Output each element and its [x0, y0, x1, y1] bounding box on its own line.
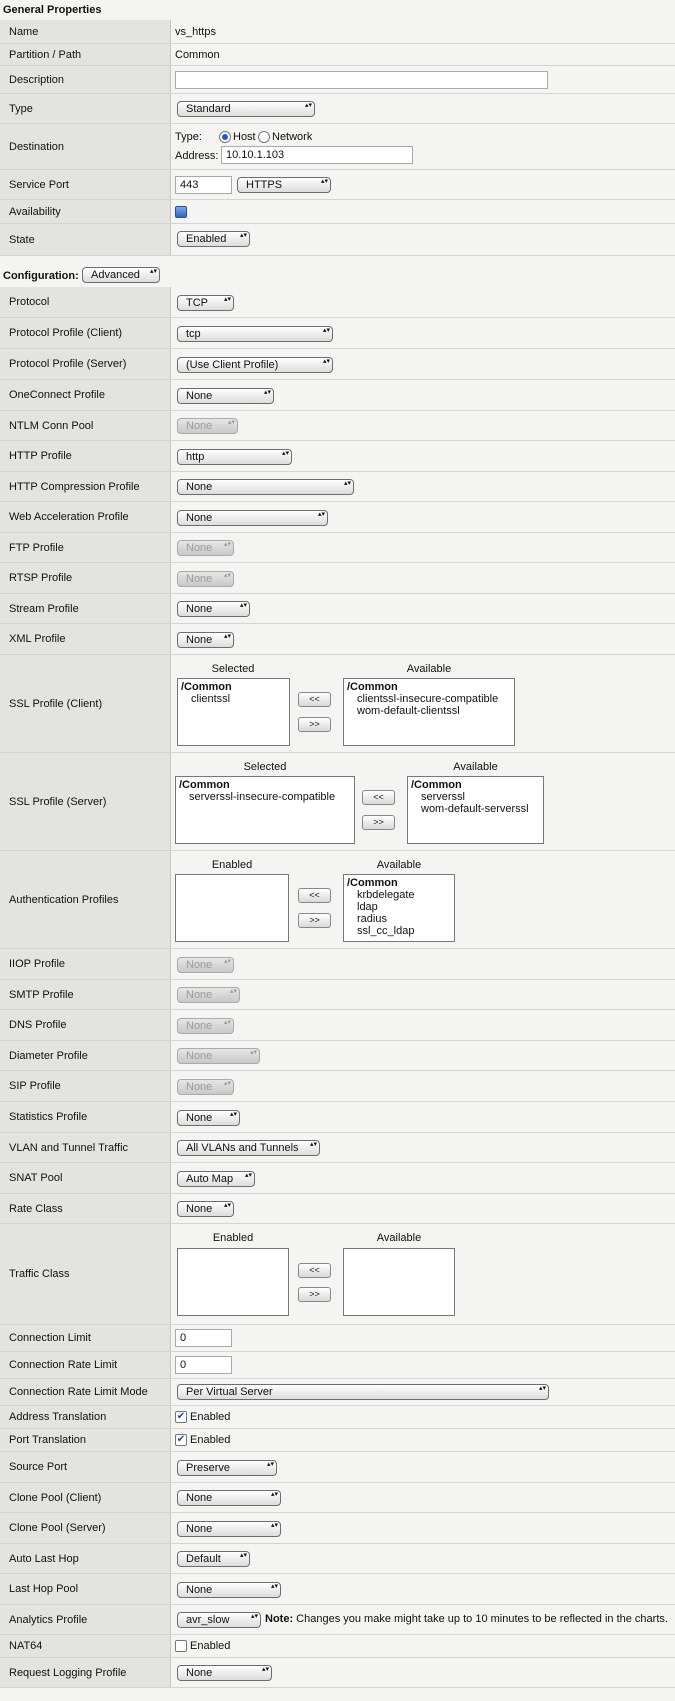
- row-smtp: [0, 980, 675, 1010]
- row-http-compression: [0, 472, 675, 502]
- ssl-client-available-group: /Common: [347, 681, 398, 693]
- row-clone-pool-client: [0, 1483, 675, 1513]
- nat64-label: NAT64: [0, 1635, 171, 1657]
- row-analytics: [0, 1605, 675, 1635]
- traffic-available-caption: Available: [376, 1232, 422, 1244]
- last-hop-pool-label: Last Hop Pool: [0, 1574, 171, 1604]
- traffic-enabled-caption: Enabled: [212, 1232, 254, 1244]
- state-select[interactable]: Enabled ▴▾: [177, 231, 250, 247]
- row-rtsp: [0, 563, 675, 594]
- nat64-value[interactable]: [175, 1635, 675, 1657]
- traffic-available-list[interactable]: [343, 1248, 455, 1316]
- row-auth: [0, 851, 675, 949]
- pp-server-label: Protocol Profile (Server): [0, 349, 171, 379]
- address-translation-text: Enabled: [190, 1411, 231, 1423]
- auth-move-left-button[interactable]: <<: [298, 888, 331, 903]
- pp-client-label: Protocol Profile (Client): [0, 318, 171, 348]
- ssl-client-selected-caption: Selected: [211, 663, 255, 675]
- row-last-hop-pool: [0, 1574, 675, 1605]
- traffic-class-label: Traffic Class: [0, 1224, 171, 1324]
- auth-label: Authentication Profiles: [0, 851, 171, 948]
- ssl-server-selected-list[interactable]: [175, 776, 355, 844]
- snat-select[interactable]: Auto Map ▴▾: [177, 1171, 255, 1187]
- stream-select[interactable]: None ▴▾: [177, 601, 250, 617]
- connection-rate-limit-mode-select[interactable]: Per Virtual Server ▴▾: [177, 1384, 549, 1400]
- list-item[interactable]: ssl_cc_ldap: [357, 925, 415, 937]
- iiop-select: None ▴▾: [177, 957, 234, 973]
- network-radio[interactable]: [258, 131, 270, 143]
- ssl-server-selected-group: /Common: [179, 779, 230, 791]
- address-translation-label: Address Translation: [0, 1406, 171, 1428]
- row-statistics: [0, 1102, 675, 1133]
- row-destination: [0, 124, 675, 170]
- row-connection-rate-limit-mode: [0, 1379, 675, 1406]
- rtsp-label: RTSP Profile: [0, 563, 171, 593]
- row-state: [0, 224, 675, 256]
- analytics-label: Analytics Profile: [0, 1605, 171, 1634]
- service-port-select[interactable]: HTTPS ▴▾: [237, 177, 331, 193]
- row-clone-pool-server: [0, 1513, 675, 1544]
- configuration-title: Configuration:: [3, 270, 79, 282]
- ssl-server-selected-caption: Selected: [243, 761, 287, 773]
- row-sip: [0, 1071, 675, 1102]
- http-compression-label: HTTP Compression Profile: [0, 472, 171, 501]
- traffic-enabled-list[interactable]: [177, 1248, 289, 1316]
- row-dns: [0, 1010, 675, 1041]
- auth-available-list[interactable]: [343, 874, 455, 942]
- row-ssl-client: [0, 655, 675, 753]
- ssl-client-label: SSL Profile (Client): [0, 655, 171, 752]
- connection-rate-limit-label: Connection Rate Limit: [0, 1352, 171, 1378]
- host-radio-label: Host: [233, 131, 256, 143]
- analytics-note-label: Note:: [265, 1613, 294, 1625]
- dest-host-option[interactable]: [219, 131, 256, 143]
- connection-rate-limit-mode-label: Connection Rate Limit Mode: [0, 1379, 171, 1405]
- row-diameter: [0, 1041, 675, 1071]
- row-service-port: [0, 170, 675, 200]
- row-partition: [0, 44, 675, 66]
- row-rate-class: [0, 1194, 675, 1224]
- auth-enabled-caption: Enabled: [211, 859, 253, 871]
- source-port-select[interactable]: Preserve ▴▾: [177, 1460, 277, 1476]
- ssl-client-selected-list[interactable]: [177, 678, 290, 746]
- ntlm-label: NTLM Conn Pool: [0, 411, 171, 440]
- protocol-label: Protocol: [0, 287, 171, 317]
- row-protocol: [0, 287, 675, 318]
- traffic-move-right-button[interactable]: >>: [298, 1287, 331, 1302]
- request-logging-label: Request Logging Profile: [0, 1658, 171, 1687]
- auth-move-right-button[interactable]: >>: [298, 913, 331, 928]
- ssl-server-move-left-button[interactable]: <<: [362, 790, 395, 805]
- address-translation-value[interactable]: [175, 1406, 675, 1428]
- row-pp-client: [0, 318, 675, 349]
- analytics-select[interactable]: avr_slow ▴▾: [177, 1612, 261, 1628]
- diameter-label: Diameter Profile: [0, 1041, 171, 1070]
- availability-label: Availability: [0, 200, 171, 223]
- stream-label: Stream Profile: [0, 594, 171, 623]
- row-ftp: [0, 533, 675, 563]
- snat-label: SNAT Pool: [0, 1163, 171, 1193]
- rtsp-select: None ▴▾: [177, 571, 234, 587]
- port-translation-checkbox[interactable]: ✔: [176, 1434, 186, 1445]
- vlan-select[interactable]: All VLANs and Tunnels ▴▾: [177, 1140, 320, 1156]
- host-radio[interactable]: [219, 131, 231, 143]
- row-snat: [0, 1163, 675, 1194]
- row-ntlm: [0, 411, 675, 441]
- analytics-note: [265, 1613, 668, 1625]
- partition-value: Common: [175, 48, 220, 61]
- dns-select: None ▴▾: [177, 1018, 234, 1034]
- pp-server-select[interactable]: (Use Client Profile) ▴▾: [177, 357, 333, 373]
- statistics-label: Statistics Profile: [0, 1102, 171, 1132]
- row-name: [0, 20, 675, 44]
- dest-network-option[interactable]: [258, 131, 312, 143]
- row-traffic-class: [0, 1224, 675, 1325]
- dest-type-label: Type:: [175, 131, 202, 143]
- address-translation-checkbox[interactable]: ✔: [176, 1411, 186, 1422]
- ssl-server-label: SSL Profile (Server): [0, 753, 171, 850]
- row-web-accel: [0, 502, 675, 533]
- row-http: [0, 441, 675, 472]
- ssl-server-move-right-button[interactable]: >>: [362, 815, 395, 830]
- http-label: HTTP Profile: [0, 441, 171, 471]
- auto-last-hop-select[interactable]: Default ▴▾: [177, 1551, 250, 1567]
- request-logging-select[interactable]: None ▴▾: [177, 1665, 272, 1681]
- description-input[interactable]: [175, 71, 548, 89]
- statistics-select[interactable]: None ▴▾: [177, 1110, 240, 1126]
- row-connection-limit: [0, 1325, 675, 1352]
- name-label: Name: [0, 20, 171, 43]
- last-hop-pool-select[interactable]: None ▴▾: [177, 1582, 281, 1598]
- ssl-client-move-right-button[interactable]: >>: [298, 717, 331, 732]
- http-select[interactable]: http ▴▾: [177, 449, 292, 465]
- clone-pool-client-select[interactable]: None ▴▾: [177, 1490, 281, 1506]
- row-nat64: [0, 1635, 675, 1658]
- connection-rate-limit-input[interactable]: 0: [175, 1356, 232, 1374]
- network-radio-label: Network: [272, 131, 313, 143]
- row-address-translation: [0, 1406, 675, 1429]
- list-item[interactable]: ldap: [357, 901, 378, 913]
- row-oneconnect: [0, 380, 675, 411]
- xml-select[interactable]: None ▴▾: [177, 632, 234, 648]
- rate-class-select[interactable]: None ▴▾: [177, 1201, 234, 1217]
- row-vlan: [0, 1133, 675, 1163]
- row-pp-server: [0, 349, 675, 380]
- clone-pool-server-label: Clone Pool (Server): [0, 1513, 171, 1543]
- ssl-client-available-caption: Available: [406, 663, 452, 675]
- ssl-server-available-group: /Common: [411, 779, 462, 791]
- dest-address-label: Address:: [175, 150, 219, 162]
- sip-select: None ▴▾: [177, 1079, 234, 1095]
- row-ssl-server: [0, 753, 675, 851]
- availability-status-icon: [175, 206, 187, 218]
- smtp-label: SMTP Profile: [0, 980, 171, 1009]
- oneconnect-select[interactable]: None ▴▾: [177, 388, 274, 404]
- row-auto-last-hop: [0, 1544, 675, 1574]
- destination-label: Destination: [0, 124, 171, 169]
- dest-address-input[interactable]: 10.10.1.103: [221, 146, 413, 164]
- ssl-server-available-caption: Available: [453, 761, 498, 773]
- diameter-select: None ▴▾: [177, 1048, 260, 1064]
- auth-enabled-list[interactable]: [175, 874, 289, 942]
- nat64-text: Enabled: [190, 1640, 231, 1652]
- connection-limit-label: Connection Limit: [0, 1325, 171, 1351]
- list-item[interactable]: radius: [357, 913, 387, 925]
- sip-label: SIP Profile: [0, 1071, 171, 1101]
- ssl-client-selected-group: /Common: [181, 681, 232, 693]
- ntlm-select: None ▴▾: [177, 418, 238, 434]
- auth-available-caption: Available: [376, 859, 422, 871]
- http-compression-select[interactable]: None ▴▾: [177, 479, 354, 495]
- service-port-label: Service Port: [0, 170, 171, 199]
- name-value: vs_https: [175, 25, 216, 38]
- port-translation-value[interactable]: [175, 1429, 675, 1451]
- row-port-translation: [0, 1429, 675, 1452]
- configuration-mode-select[interactable]: Advanced ▴▾: [82, 267, 160, 283]
- analytics-note-text: Changes you make might take up to 10 minutes to be reflected in the charts.: [296, 1613, 668, 1625]
- web-accel-select[interactable]: None ▴▾: [177, 510, 328, 526]
- list-item[interactable]: clientssl: [191, 693, 231, 705]
- row-request-logging: [0, 1658, 675, 1688]
- oneconnect-label: OneConnect Profile: [0, 380, 171, 410]
- ssl-client-available-list[interactable]: [343, 678, 515, 746]
- state-label: State: [0, 224, 171, 255]
- port-translation-text: Enabled: [190, 1434, 231, 1446]
- list-item[interactable]: clientssl-insecure-compatible: [357, 693, 499, 705]
- row-type: [0, 94, 675, 124]
- row-description: [0, 66, 675, 94]
- port-translation-label: Port Translation: [0, 1429, 171, 1451]
- ssl-client-move-left-button[interactable]: <<: [298, 692, 331, 707]
- ftp-label: FTP Profile: [0, 533, 171, 562]
- iiop-label: IIOP Profile: [0, 949, 171, 979]
- smtp-select: None ▴▾: [177, 987, 240, 1003]
- pp-client-select[interactable]: tcp ▴▾: [177, 326, 333, 342]
- row-source-port: [0, 1452, 675, 1483]
- type-label: Type: [0, 94, 171, 123]
- dns-label: DNS Profile: [0, 1010, 171, 1040]
- row-xml: [0, 624, 675, 655]
- row-stream: [0, 594, 675, 624]
- xml-label: XML Profile: [0, 624, 171, 654]
- auto-last-hop-label: Auto Last Hop: [0, 1544, 171, 1573]
- list-item[interactable]: serverssl: [421, 791, 466, 803]
- service-port-input[interactable]: 443: [175, 176, 232, 194]
- row-availability: [0, 200, 675, 224]
- web-accel-label: Web Acceleration Profile: [0, 502, 171, 532]
- row-iiop: [0, 949, 675, 980]
- row-connection-rate-limit: [0, 1352, 675, 1379]
- rate-class-label: Rate Class: [0, 1194, 171, 1223]
- source-port-label: Source Port: [0, 1452, 171, 1482]
- list-item[interactable]: wom-default-serverssl: [421, 803, 529, 815]
- list-item[interactable]: serverssl-insecure-compatible: [189, 791, 336, 803]
- availability-value: [175, 200, 675, 223]
- connection-limit-input[interactable]: 0: [175, 1329, 232, 1347]
- protocol-select[interactable]: TCP ▴▾: [177, 295, 234, 311]
- auth-available-group: /Common: [347, 877, 398, 889]
- clone-pool-client-label: Clone Pool (Client): [0, 1483, 171, 1512]
- general-properties-title: General Properties: [3, 4, 102, 16]
- list-item[interactable]: wom-default-clientssl: [357, 705, 460, 717]
- ftp-select: None ▴▾: [177, 540, 234, 556]
- nat64-checkbox[interactable]: [175, 1640, 187, 1652]
- ssl-server-available-list[interactable]: [407, 776, 544, 844]
- list-item[interactable]: krbdelegate: [357, 889, 415, 901]
- type-select[interactable]: Standard ▴▾: [177, 101, 315, 117]
- partition-label: Partition / Path: [0, 44, 171, 65]
- clone-pool-server-select[interactable]: None ▴▾: [177, 1521, 281, 1537]
- description-label: Description: [0, 66, 171, 93]
- traffic-move-left-button[interactable]: <<: [298, 1263, 331, 1278]
- vlan-label: VLAN and Tunnel Traffic: [0, 1133, 171, 1162]
